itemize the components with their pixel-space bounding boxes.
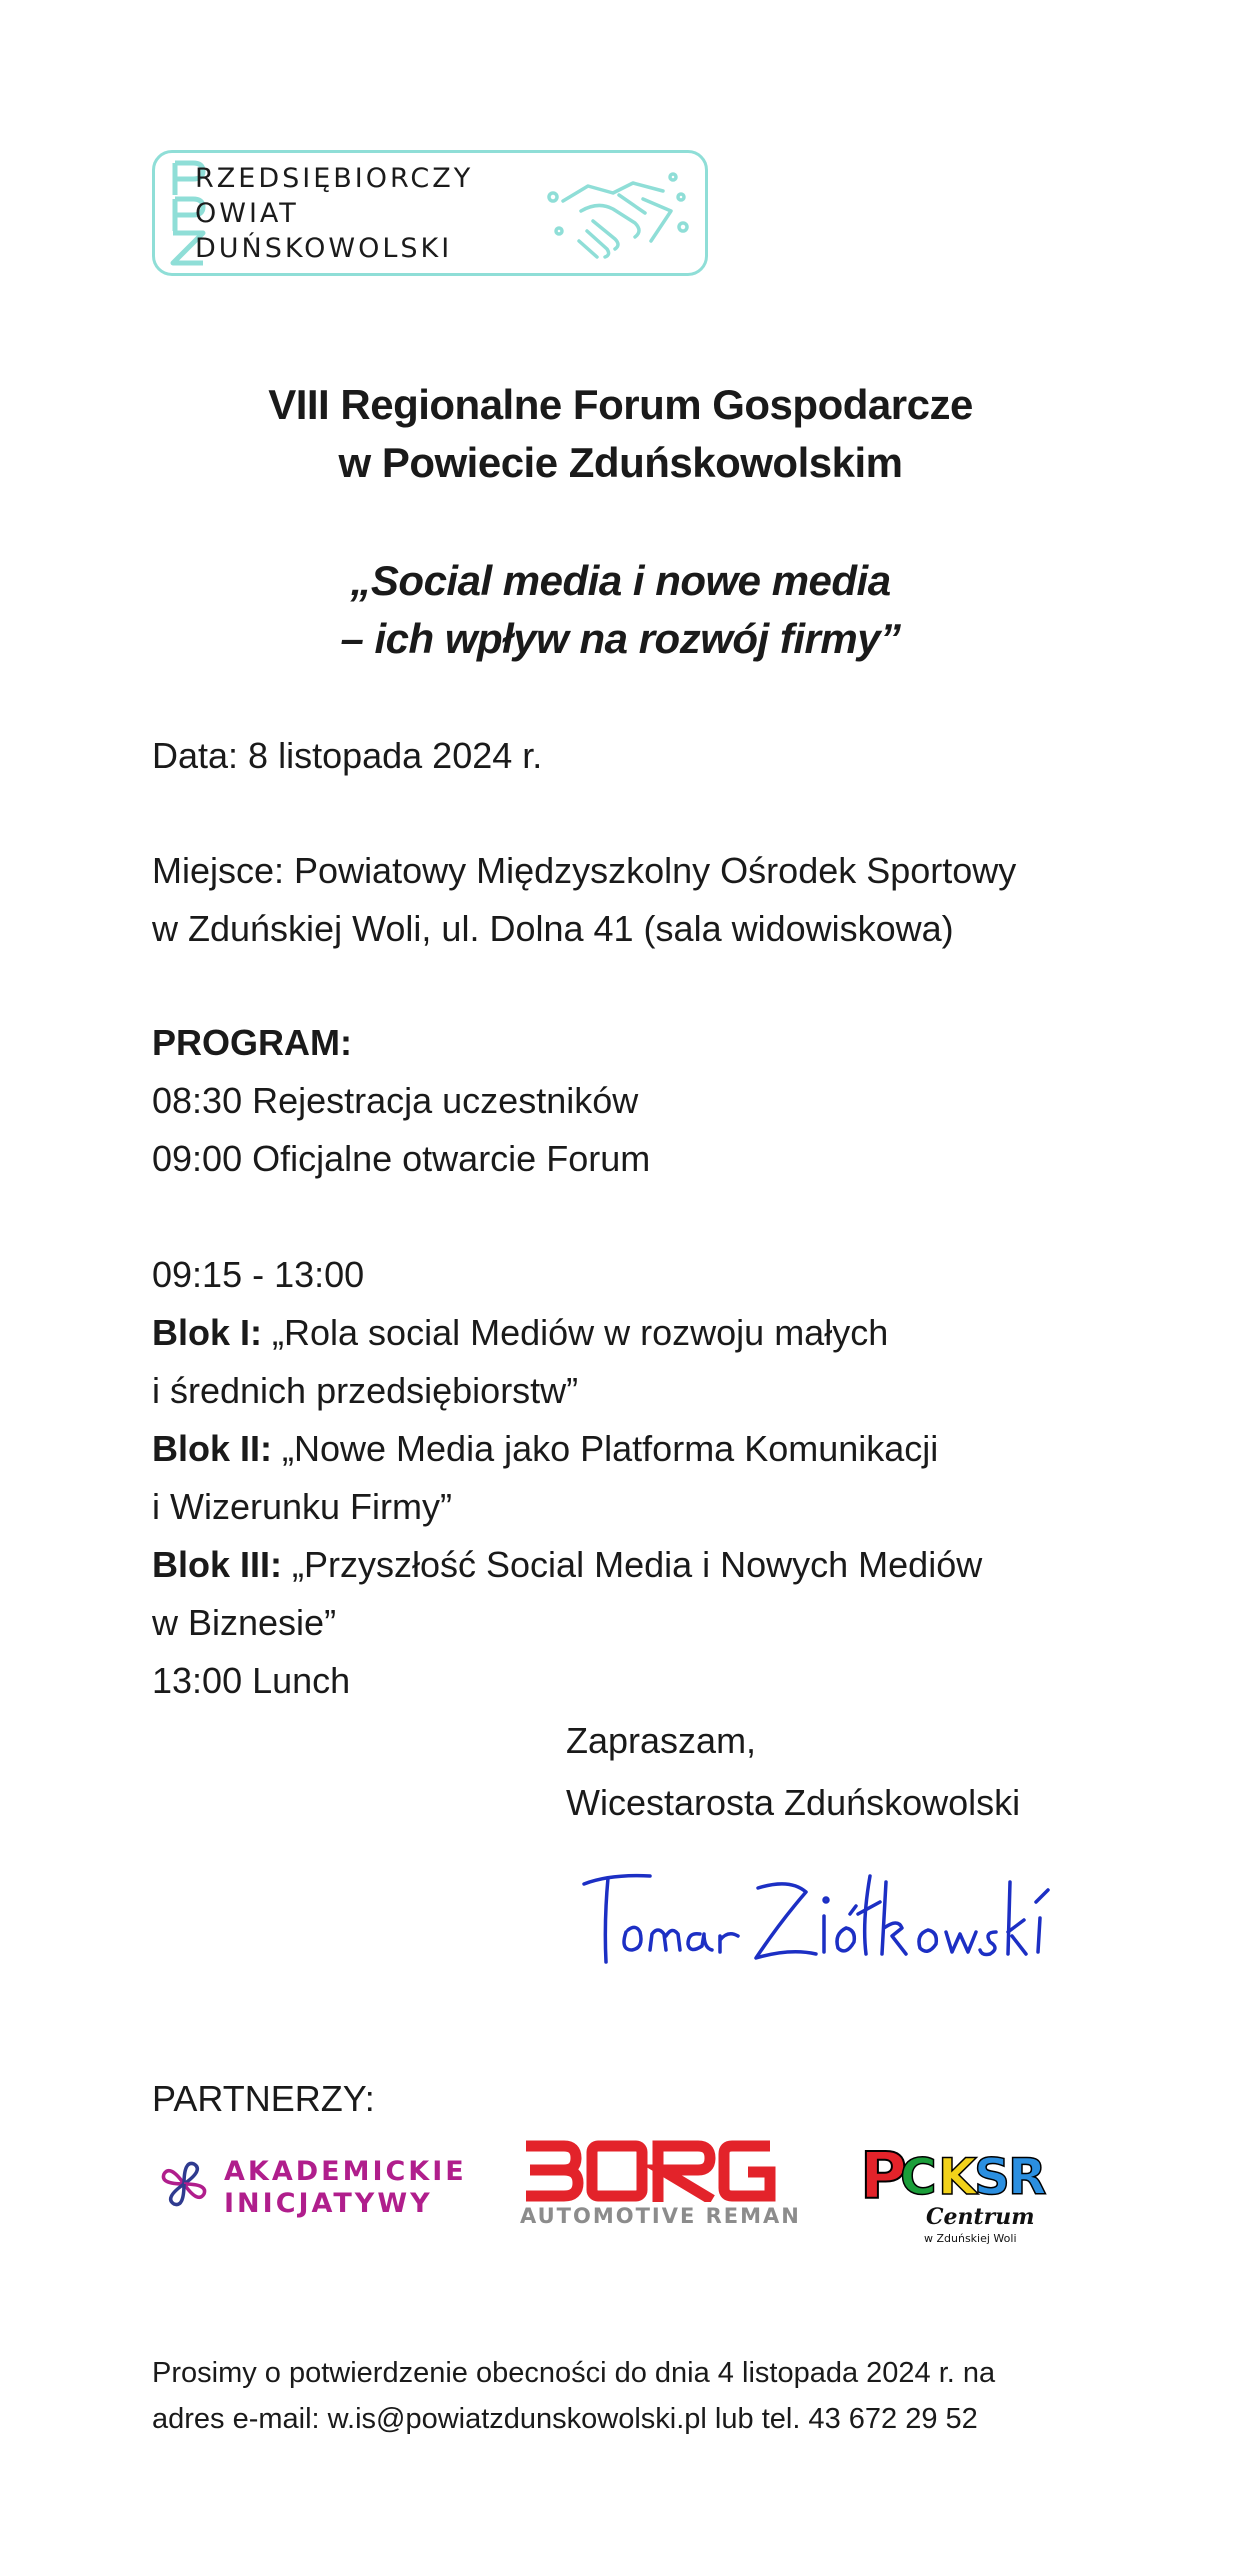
svg-text:P: P [860,2140,907,2214]
svg-text:S: S [974,2148,1011,2206]
closing-role: Wicestarosta Zduńskowolski [566,1782,1021,1823]
partner-logo-pcksr [860,2138,1060,2248]
partner-logo-akademickie-inicjatywy [160,2152,467,2226]
program-block-3-label: Blok III: [152,1544,283,1585]
event-title-line-2: w Powiecie Zduńskowolskim [338,439,903,486]
partner-logo-borg [520,2140,801,2240]
borg-tagline: AUTOMOTIVE REMAN [520,2204,801,2228]
svg-text:w Zduńskiej Woli: w Zduńskiej Woli [924,2232,1017,2245]
program-block-2-label: Blok II: [152,1428,273,1469]
svg-text:R: R [1008,2148,1047,2206]
akademickie-emblem-icon [160,2160,208,2208]
program-block-2-cont: i Wizerunku Firmy” [152,1486,453,1527]
logo-line-3: DUŃSKOWOLSKI [195,233,453,264]
handshake-icon [543,161,693,269]
program-block-2-text: „Nowe Media jako Platforma Komunikacji [272,1428,939,1469]
partners-heading: PARTNERZY: [152,2078,375,2119]
akademickie-wordmark [224,2156,467,2220]
program-block-time: 09:15 - 13:00 [152,1254,365,1295]
handwritten-signature [580,1862,1060,1982]
program-block-1 [152,1304,888,1362]
program-block-2 [152,1420,938,1478]
program-heading: PROGRAM: [152,1022,352,1063]
svg-text:K: K [938,2148,977,2206]
program-block-1-cont: i średnich przedsiębiorstw” [152,1370,579,1411]
akademickie-line-2: INICJATYWY [224,2188,433,2219]
rsvp-note [152,2350,995,2442]
program-block-3-text: „Przyszłość Social Media i Nowych Mediów [282,1544,983,1585]
event-place-line-2: w Zduńskiej Woli, ul. Dolna 41 (sala widowiskowa) [152,908,954,949]
event-subtitle-line-1: „Social media i nowe media [350,557,891,604]
program-item-lunch: 13:00 Lunch [152,1660,351,1701]
logo-line-2: OWIAT [195,198,299,229]
event-title-line-1: VIII Regionalne Forum Gospodarcze [268,381,973,428]
organization-logo [152,150,708,276]
event-subtitle [0,552,1241,668]
program-block-3 [152,1536,982,1594]
rsvp-note-line-1: Prosimy o potwierdzenie obecności do dnia 4 listopada 2024 r. na [152,2357,996,2389]
event-place-line-1: Miejsce: Powiatowy Międzyszkolny Ośrodek Sportowy [152,850,1017,891]
program-item-registration: 08:30 Rejestracja uczestników [152,1080,639,1121]
program-block-1-text: „Rola social Mediów w rozwoju małych [262,1312,889,1353]
program-block-3-cont: w Biznesie” [152,1602,337,1643]
program-item-opening: 09:00 Oficjalne otwarcie Forum [152,1138,651,1179]
borg-wordmark [520,2140,776,2202]
rsvp-note-line-2: adres e-mail: w.is@powiatzdunskowolski.pl lub tel. 43 672 29 52 [152,2403,978,2435]
logo-wordmark [195,161,473,266]
closing-invite: Zapraszam, [566,1720,757,1761]
event-title [0,376,1241,492]
event-subtitle-line-2: – ich wpływ na rozwój firmy” [340,615,901,662]
event-date: Data: 8 listopada 2024 r. [152,735,543,776]
program-block-1-label: Blok I: [152,1312,263,1353]
svg-text:C: C [900,2148,937,2206]
akademickie-line-1: AKADEMICKIE [224,2156,467,2187]
logo-line-1: RZEDSIĘBIORCZY [195,163,474,194]
svg-text:Centrum: Centrum [926,2204,1035,2230]
pcksr-mark [860,2138,1060,2248]
